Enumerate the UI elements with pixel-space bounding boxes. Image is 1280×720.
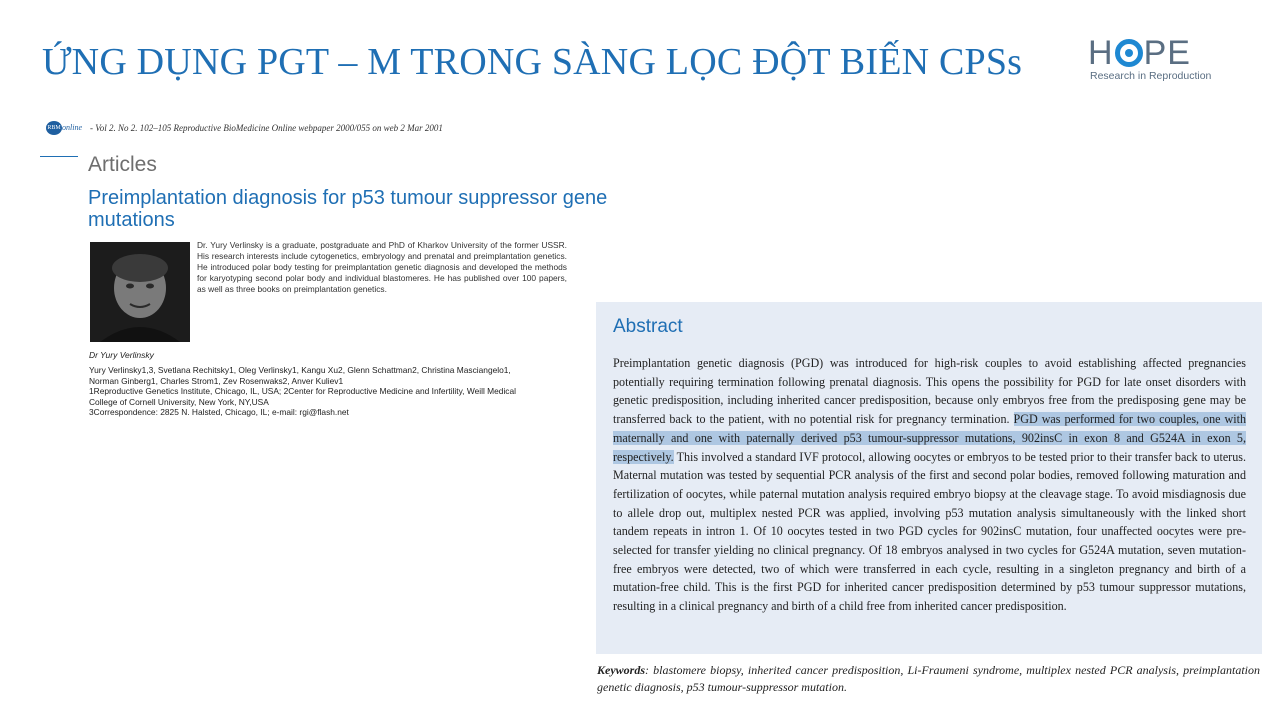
affiliation-line-1: 1Reproductive Genetics Institute, Chicago, IL, USA; 2Center for Reproductive Medicine and Infertility, Weill Medical xyxy=(89,386,517,396)
author-photo xyxy=(90,242,190,342)
section-label: Articles xyxy=(88,153,157,176)
abstract-box xyxy=(596,302,1262,654)
rbm-suffix: online xyxy=(62,122,82,132)
rbm-online-logo xyxy=(46,121,90,135)
correspondence-line: 3Correspondence: 2825 N. Halsted, Chicago, IL; e-mail: rgi@flash.net xyxy=(89,407,349,417)
hope-logo xyxy=(1088,34,1212,84)
keywords xyxy=(597,662,1260,696)
logo-letters-pe: PE xyxy=(1143,34,1191,72)
abstract-text-after: This involved a standard IVF protocol, allowing oocytes or embryos to be tested prior to their transfer back to uterus. Maternal mutation was tested by sequential PCR analysis of the first and second polar bodies, removed following maturation and fertilization of oocytes, while paternal mutation analysis required embryo biopsy at the cleavage stage. To avoid misdiagnosis due to allele drop out, multiplex nested PCR was applied, involving p53 mutation analysis simultaneously with the linked short tandem repeats in intron 1. Of 10 oocytes tested in two PGD cycles for 902insC mutation, four unaffected oocytes were pre-selected for transfer yielding no clinical pregnancy. Of 18 embryos analysed in two cycles for G524A mutation, seven mutation-free embryos were detected, two of which were transferred in each cycle, resulting in a singleton pregnancy and birth of a mutation-free child. This is the first PGD for inherited cancer predisposition determined by p53 tumour suppressor mutations, resulting in a clinical pregnancy and birth of a child free from inherited cancer predisposition. xyxy=(613,449,1246,614)
authors-line-1: Yury Verlinsky1,3, Svetlana Rechitsky1, Oleg Verlinsky1, Kangu Xu2, Glenn Schattman2, Christina Masciangelo1, xyxy=(89,365,511,375)
keywords-text: : blastomere biopsy, inherited cancer predisposition, Li-Fraumeni syndrome, multiplex nested PCR analysis, preimplantation genetic diagnosis, p53 tumour-suppressor mutation. xyxy=(597,663,1260,694)
abstract-text-before: Preimplantation genetic diagnosis (PGD) was introduced for high-risk couples to avoid establishing affected pregnancies potentially requiring termination following prenatal diagnosis. This opens the possibility for PGD for late onset disorders with genetic predisposition, including inherited cancer predisposition, because only embryos free from the predisposing gene may be transferred back to the patient, with no potential risk for pregnancy termination. xyxy=(613,356,1246,427)
section-rule xyxy=(40,156,78,157)
logo-tagline: Research in Reproduction xyxy=(1090,70,1212,82)
journal-citation: - Vol 2. No 2. 102–105 Reproductive BioMedicine Online webpaper 2000/055 on web 2 Mar 2001 xyxy=(90,123,443,133)
abstract-highlight: PGD was performed for two couples, one with maternally and one with paternally derived p53 tumour-suppressor mutations, 902insC in exon 8 and G524A in exon 5, respectively. xyxy=(613,412,1246,464)
author-bio: Dr. Yury Verlinsky is a graduate, postgraduate and PhD of Kharkov University of the former USSR. His research interests include cytogenetics, embryology and prenatal and preimplantation genetics. He introduced polar body testing for preimplantation genetic diagnosis and developed the methods for karyotyping second polar body and individual blastomeres. He has published over 100 papers, as well as three books on preimplantation genetics. xyxy=(197,240,567,294)
affiliation-line-2: College of Cornell University, New York, NY,USA xyxy=(89,396,269,407)
author-portrait-icon xyxy=(90,242,190,342)
abstract-heading: Abstract xyxy=(613,316,683,337)
author-list xyxy=(89,365,569,418)
authors-line-2: Norman Ginberg1, Charles Strom1, Zev Rosenwaks2, Anver Kuliev1 xyxy=(89,375,344,386)
keywords-label: Keywords xyxy=(597,663,645,677)
journal-header xyxy=(46,121,443,135)
eye-icon xyxy=(1115,39,1143,67)
slide-title: ỨNG DỤNG PGT – M TRONG SÀNG LỌC ĐỘT BIẾN CPSs xyxy=(42,41,1023,83)
logo-wordmark xyxy=(1088,36,1191,70)
photo-caption: Dr Yury Verlinsky xyxy=(89,350,154,360)
article-title: Preimplantation diagnosis for p53 tumour suppressor gene mutations xyxy=(88,187,608,231)
rbm-badge: RBM xyxy=(46,121,62,135)
abstract-text xyxy=(613,354,1246,616)
logo-letter-h: H xyxy=(1088,34,1114,72)
